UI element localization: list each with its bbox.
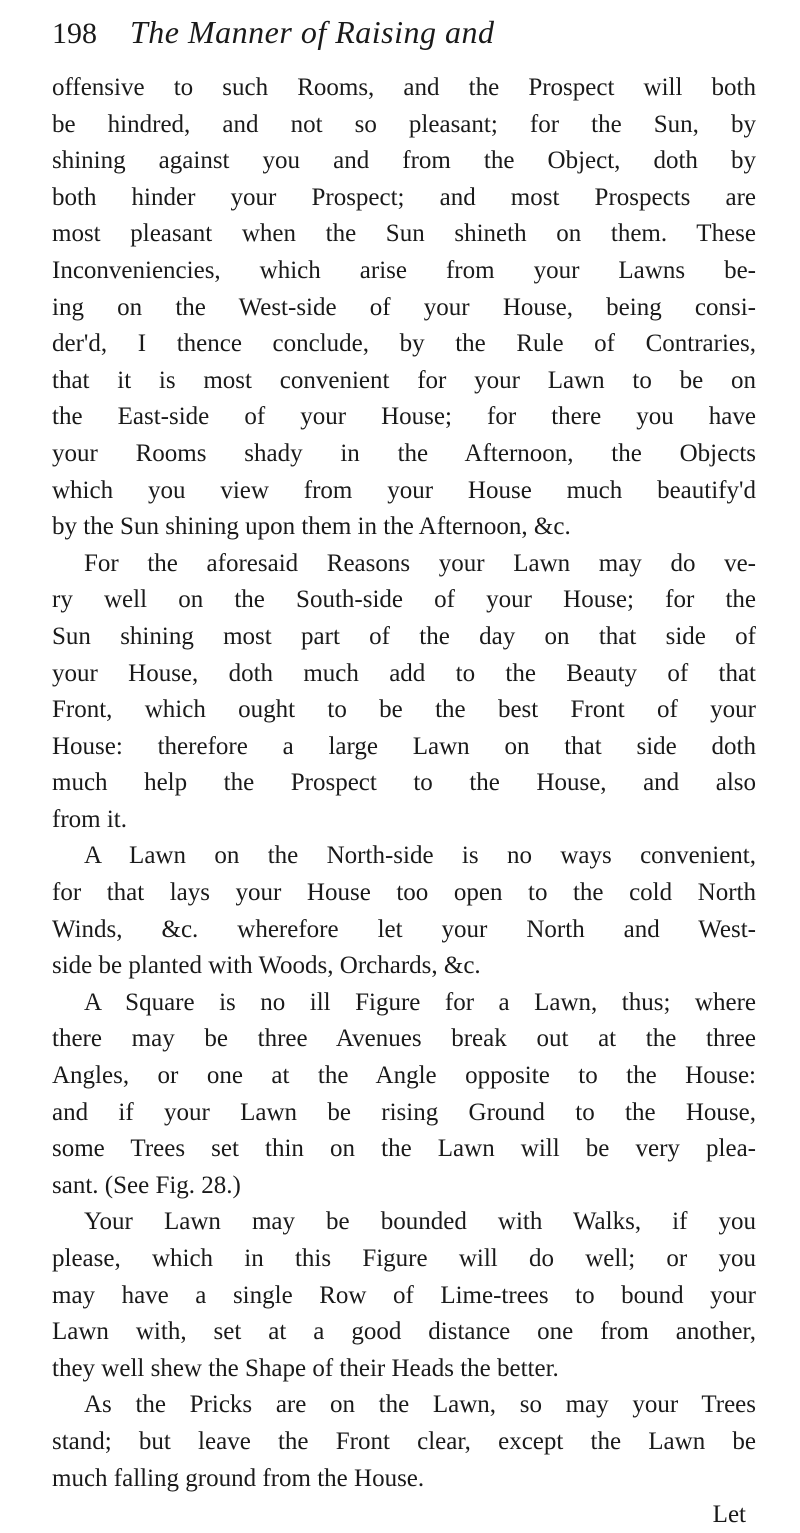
text-line: much help the Prospect to the House, and also bbox=[52, 769, 756, 797]
text-line: they well shew the Shape of their Heads the better. bbox=[52, 1354, 559, 1382]
text-line: side be planted with Woods, Orchards, &c. bbox=[52, 952, 481, 980]
text-line: Your Lawn may be bounded with Walks, if you bbox=[84, 1208, 756, 1236]
text-line: both hinder your Prospect; and most Prospects are bbox=[52, 183, 756, 211]
text-line: Lawn with, set at a good distance one from another, bbox=[52, 1318, 756, 1346]
catchword-row bbox=[52, 1497, 756, 1533]
text-line: from it. bbox=[52, 805, 127, 833]
catchword: Let bbox=[712, 1501, 746, 1529]
text-line: As the Pricks are on the Lawn, so may your Trees bbox=[84, 1391, 756, 1419]
text-line: much falling ground from the House. bbox=[52, 1464, 425, 1492]
text-line: Winds, &c. wherefore let your North and West- bbox=[52, 915, 756, 943]
body-text bbox=[52, 70, 756, 1497]
text-line: For the aforesaid Reasons your Lawn may do ve- bbox=[84, 549, 756, 577]
text-line: der'd, I thence conclude, by the Rule of Contraries, bbox=[52, 330, 756, 358]
text-line: Sun shining most part of the day on that side of bbox=[52, 622, 756, 650]
text-line: by the Sun shining upon them in the Afternoon, &c. bbox=[52, 513, 571, 541]
text-line: be hindred, and not so pleasant; for the Sun, by bbox=[52, 110, 756, 138]
text-line: House: therefore a large Lawn on that side doth bbox=[52, 732, 756, 760]
text-line: A Square is no ill Figure for a Lawn, thus; where bbox=[84, 988, 756, 1016]
text-line: which you view from your House much beautify'd bbox=[52, 476, 756, 504]
text-line: some Trees set thin on the Lawn will be very plea- bbox=[52, 1135, 756, 1163]
text-line: there may be three Avenues break out at the three bbox=[52, 1025, 756, 1053]
text-line: stand; but leave the Front clear, except the Lawn be bbox=[52, 1427, 756, 1455]
text-line: your Rooms shady in the Afternoon, the Objects bbox=[52, 439, 756, 467]
page-header bbox=[52, 14, 756, 60]
text-line: that it is most convenient for your Lawn to be on bbox=[52, 366, 756, 394]
text-line: shining against you and from the Object, doth by bbox=[52, 147, 756, 175]
text-line: please, which in this Figure will do well; or you bbox=[52, 1245, 756, 1272]
text-line: and if your Lawn be rising Ground to the House, bbox=[52, 1098, 756, 1126]
text-line: ing on the West-side of your House, being consi- bbox=[52, 293, 756, 321]
text-line: offensive to such Rooms, and the Prospect will both bbox=[52, 74, 756, 101]
text-line: Angles, or one at the Angle opposite to the House: bbox=[52, 1062, 756, 1090]
page-number: 198 bbox=[52, 17, 97, 50]
text-line: sant. (See Fig. 28.) bbox=[52, 1171, 241, 1199]
text-line: your House, doth much add to the Beauty of that bbox=[52, 659, 756, 687]
text-line: for that lays your House too open to the cold North bbox=[52, 879, 756, 907]
text-line: may have a single Row of Lime-trees to bound your bbox=[52, 1281, 756, 1309]
text-line: ry well on the South-side of your House; for the bbox=[52, 586, 756, 614]
text-line: Inconveniencies, which arise from your Lawns be- bbox=[52, 256, 756, 284]
text-line: A Lawn on the North-side is no ways convenient, bbox=[84, 842, 756, 870]
running-head: The Manner of Raising and bbox=[130, 14, 495, 50]
text-line: the East-side of your House; for there you have bbox=[52, 403, 756, 431]
text-line: most pleasant when the Sun shineth on them. These bbox=[52, 220, 756, 248]
text-line: Front, which ought to be the best Front of your bbox=[52, 696, 756, 724]
